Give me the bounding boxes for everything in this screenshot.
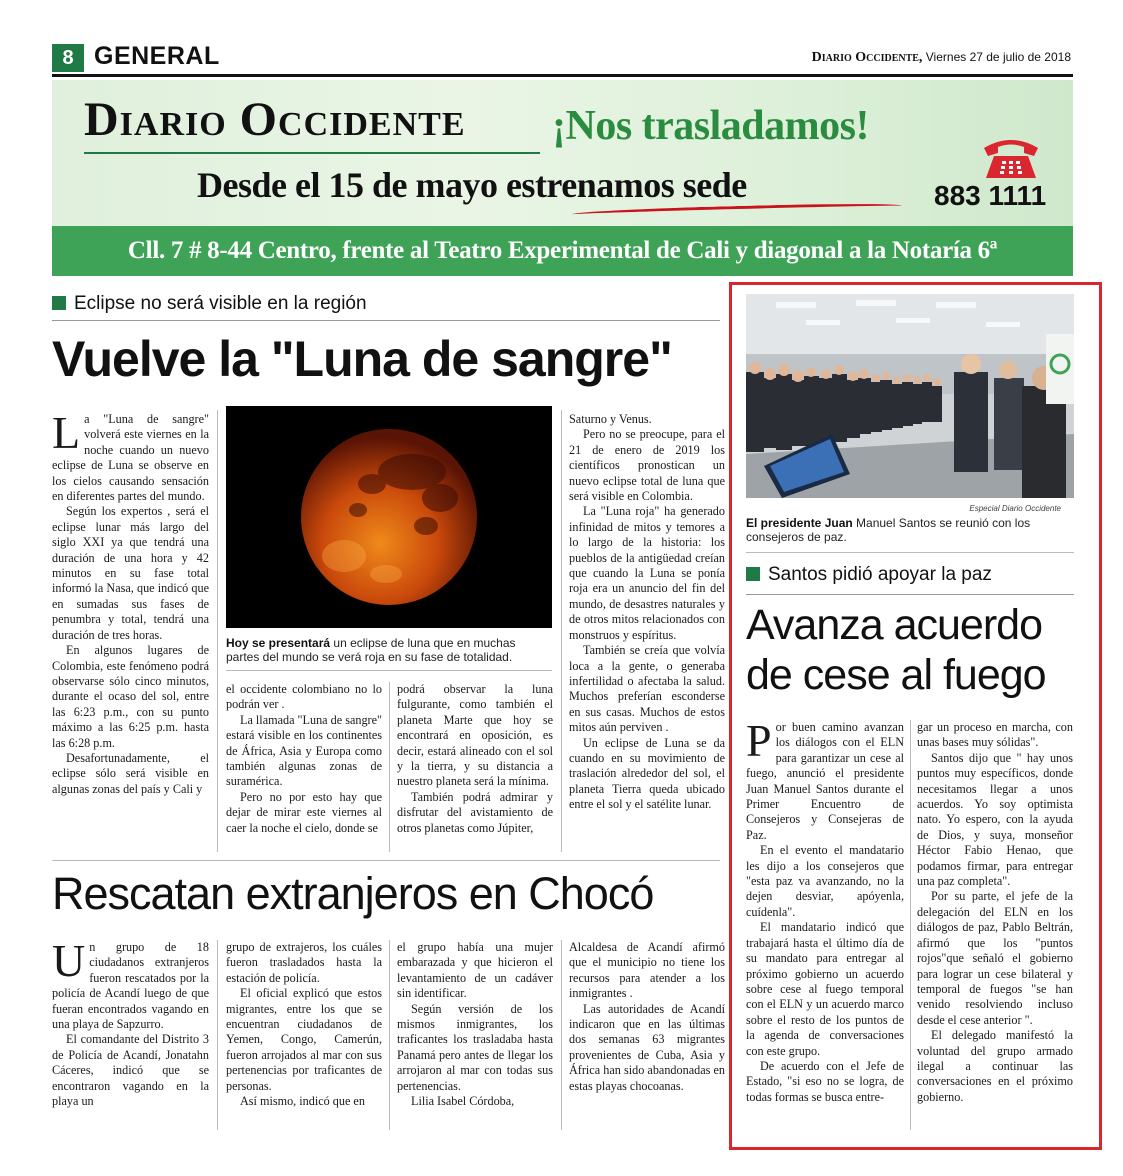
paragraph: n grupo de 18 ciudadanos extranjeros fueron rescatados por la policía de Acandí luego de que fueran encontrados vagando en una playa de Sapzurro. — [52, 940, 209, 1032]
paragraph: El comandante del Distrito 3 de Policía de Acandí, Jonatahn Cáceres, indicó que se encontraron vagando en la playa un — [52, 1032, 209, 1109]
peace-headline-line-2: de cese al fuego — [746, 651, 1046, 699]
paragraph: or buen camino avanzan los diálogos con el ELN para garantizar un cese al fuego, anunció el presidente Juan Manuel Santos durante el Primer Encuentro de Consejeros y Consejeras de Paz. — [746, 720, 904, 842]
dropcap: U — [52, 935, 86, 986]
caption-lead: El presidente Juan — [746, 516, 853, 530]
column-rule — [217, 410, 218, 852]
paragraph: También se creía que volvía loca a la gente, o generaba infertilidad o afectaba la salud. Muchos preferían esconderse en sus casas. Muchos de estos mitos aún perviven . — [569, 643, 725, 735]
ad-slogan: ¡Nos trasladamos! — [552, 103, 869, 149]
article-separator — [52, 860, 720, 861]
paragraph: La llamada "Luna de sangre" estará visible en los continentes de África, Asia y Europa como también algunas zonas de suramérica. — [226, 712, 382, 789]
ad-logo-underline — [84, 152, 540, 154]
column-rule — [910, 720, 911, 1130]
rescue-col-1 — [52, 935, 209, 1109]
kicker-rule — [52, 320, 720, 321]
eclipse-headline: Vuelve la "Luna de sangre" — [52, 331, 672, 387]
paragraph: En algunos lugares de Colombia, este fenómeno podrá observarse sólo cinco minutos, durante el ocaso del sol, entre las 6:23 p.m., con su punto máximo a las 6:25 p.m. hasta las 6:28 p.m. — [52, 643, 209, 750]
dropcap: P — [746, 715, 772, 766]
caption-lead: Hoy se presentará — [226, 636, 331, 650]
kicker-square-icon — [52, 296, 66, 310]
paragraph: De acuerdo con el Jefe de Estado, "si eso no se logra, de todas formas se busca entre- — [746, 1058, 904, 1104]
peace-col-1 — [746, 715, 904, 1105]
eclipse-col-2 — [226, 682, 382, 836]
eclipse-kicker-text: Eclipse no será visible en la región — [74, 293, 367, 314]
peace-kicker — [746, 564, 992, 586]
issue-date: Viernes 27 de julio de 2018 — [922, 50, 1071, 64]
paragraph: Saturno y Venus. — [569, 412, 652, 426]
paragraph: El oficial explicó que estos migrantes, entre los que se encuentran ciudadanos de Yemen, Congo, Camerún, fueron arrojados al mar con sus pertenencias por traficantes de personas. — [226, 986, 382, 1093]
paragraph: Lilia Isabel Córdoba, — [411, 1094, 515, 1109]
paragraph: Santos dijo que " hay unos puntos muy específicos, donde necesitamos llegar a unos acuerdos. Yo soy optimista nato. Yo espero, con la ayuda de Dios, y suya, monseñor Héctor Fabio Henao, que podamos firmar, para entregar una paz completa". — [917, 750, 1073, 889]
paragraph: gar un proceso en marcha, con unas bases muy sólidas". — [917, 720, 1073, 750]
paragraph: Alcaldesa de Acandí afirmó que el municipio no tiene los recursos para atender a los inmigrantes . — [569, 940, 725, 1001]
dropcap: L — [52, 407, 81, 458]
peace-kicker-text: Santos pidió apoyar la paz — [768, 564, 992, 585]
paragraph: Desafortunadamente, el eclipse sólo será visible en algunas zonas del país y Cali y — [52, 750, 209, 796]
caption-rule — [226, 670, 552, 671]
caption-text: un eclipse de luna que en muchas partes del mundo se verá roja en su fase de totalidad. — [226, 636, 516, 664]
paragraph: Las autoridades de Acandí indicaron que en las últimas dos semanas 63 migrantes provenientes de Cuba, Asia y África han sido abandonadas en estas playas chocoanas. — [569, 1001, 725, 1093]
santos-meeting-photo — [746, 294, 1074, 498]
ad-logo: Diario Occidente — [84, 93, 466, 146]
peace-col-2 — [917, 720, 1073, 1105]
caption-text: Manuel Santos se reunió con los consejeros de paz. — [746, 516, 1031, 544]
paragraph: La "Luna roja" ha generado infinidad de mitos y temores a lo largo de la historia: los pueblos de la antigüedad creían que cuando la Luna se ponía roja era un anuncio del fin del mundo, de desastres naturales y de otros mitos relacionados con monstruos y espíritus. — [569, 504, 725, 642]
paragraph: También podrá admirar y disfrutar del avistamiento de otros planetas como Júpiter, — [397, 789, 553, 835]
column-rule — [217, 940, 218, 1130]
paragraph: Por su parte, el jefe de la delegación del ELN en los diálogos de paz, Pablo Beltrán, afirmó que los "puntos rojos"que señaló el gobierno para lograr un cese bilateral y temporal de fuegos "se han venido resolviendo incluso desde el cese anterior ". — [917, 889, 1073, 1027]
kicker-square-icon — [746, 567, 760, 581]
paragraph: Así mismo, indicó que en — [240, 1094, 365, 1109]
rescue-headline: Rescatan extranjeros en Chocó — [52, 868, 654, 919]
paragraph: El mandatario indicó que trabajará hasta el último día de su mandato para entregar al próximo gobierno un acuerdo sobre cese al fuego temporal con el ELN y un acuerdo marco sobre el resto de los puntos de la agenda de conversaciones con este grupo. — [746, 920, 904, 1058]
page-number: 8 — [52, 44, 84, 72]
paragraph: Según los expertos , será el eclipse lunar más largo del siglo XXI ya que tendrá una duración de una hora y 42 minutos en su fase total informó la Nasa, que indicó que en sumadas sus fases de penumbra y total, tendrá una duración de tres horas. — [52, 504, 209, 642]
peace-headline — [746, 600, 1046, 700]
photo-credit: Especial Diario Occidente — [969, 504, 1061, 513]
rescue-col-2 — [226, 940, 382, 1109]
moon-image — [226, 406, 552, 628]
publication-name: Diario Occidente, — [811, 50, 923, 65]
publication-dateline — [812, 50, 1071, 66]
relocation-ad[interactable] — [52, 80, 1073, 276]
blood-moon-photo — [226, 406, 552, 628]
paragraph: Pero no por esto hay que dejar de mirar este viernes al caer la noche el cielo, donde se — [226, 789, 382, 835]
section-title: GENERAL — [94, 42, 220, 70]
ad-address-bar: Cll. 7 # 8-44 Centro, frente al Teatro Experimental de Cali y diagonal a la Notaría 6ª — [52, 226, 1073, 276]
header-rule — [52, 74, 1073, 77]
rescue-col-3 — [397, 940, 553, 1109]
column-rule — [561, 410, 562, 852]
paragraph: Un eclipse de Luna se da cuando en su movimiento de traslación alrededor del sol, el planeta Tierra queda ubicado entre el sol y el satélite lunar. — [569, 735, 725, 812]
kicker-rule — [746, 594, 1074, 595]
telephone-icon — [980, 134, 1042, 180]
ad-announcement: Desde el 15 de mayo estrenamos sede — [197, 165, 747, 205]
eclipse-kicker — [52, 293, 367, 315]
column-rule — [561, 940, 562, 1130]
paragraph: Según versión de los mismos inmigrantes, los traficantes los trasladaba hasta Panamá pero antes de llegar los arrojaron al mar con todas sus pertenencias. — [397, 1001, 553, 1093]
paragraph: el grupo había una mujer embarazada y que hicieron el levantamiento de un cadáver sin identificar. — [397, 940, 553, 1001]
paragraph: a "Luna de sangre" volverá este viernes en la noche cuando un nuevo eclipse de Luna se observe en los cielos causando sensación en diferentes partes del mundo. — [52, 412, 209, 504]
caption-rule — [746, 552, 1074, 553]
peace-headline-line-1: Avanza acuerdo — [746, 601, 1042, 649]
moon-photo-caption — [226, 636, 552, 664]
paragraph: podrá observar la luna fulgurante, como también el planeta Marte que hoy se encontrará en oposición, es decir, estará alineado con el sol y la tierra, y su distancia a nuestro planeta será la mínima. — [397, 682, 553, 789]
rescue-col-4 — [569, 940, 725, 1094]
eclipse-col-3 — [397, 682, 553, 836]
paragraph: El delegado manifestó la voluntad del grupo armado ilegal a continuar las conversaciones en el próximo gobierno. — [917, 1028, 1073, 1104]
meeting-image — [746, 294, 1074, 498]
eclipse-col-4 — [569, 412, 725, 813]
paragraph: En el evento el mandatario les dijo a los consejeros que "esta paz va avanzando, no la dejen desviar, apóyenla, cuídenla". — [746, 843, 904, 919]
eclipse-col-1 — [52, 407, 209, 797]
column-rule — [389, 940, 390, 1130]
paragraph: el occidente colombiano no lo podrán ver . — [226, 682, 382, 712]
meeting-photo-caption — [746, 516, 1076, 544]
column-rule — [389, 682, 390, 852]
ad-phone-number: 883 1111 — [934, 180, 1047, 211]
paragraph: Pero no se preocupe, para el 21 de enero de 2019 los científicos pronostican un nuevo eclipse total de luna que será visible en Colombia. — [569, 427, 725, 504]
paragraph: grupo de extrajeros, los cuáles fueron trasladados hasta la estación de policía. — [226, 940, 382, 985]
